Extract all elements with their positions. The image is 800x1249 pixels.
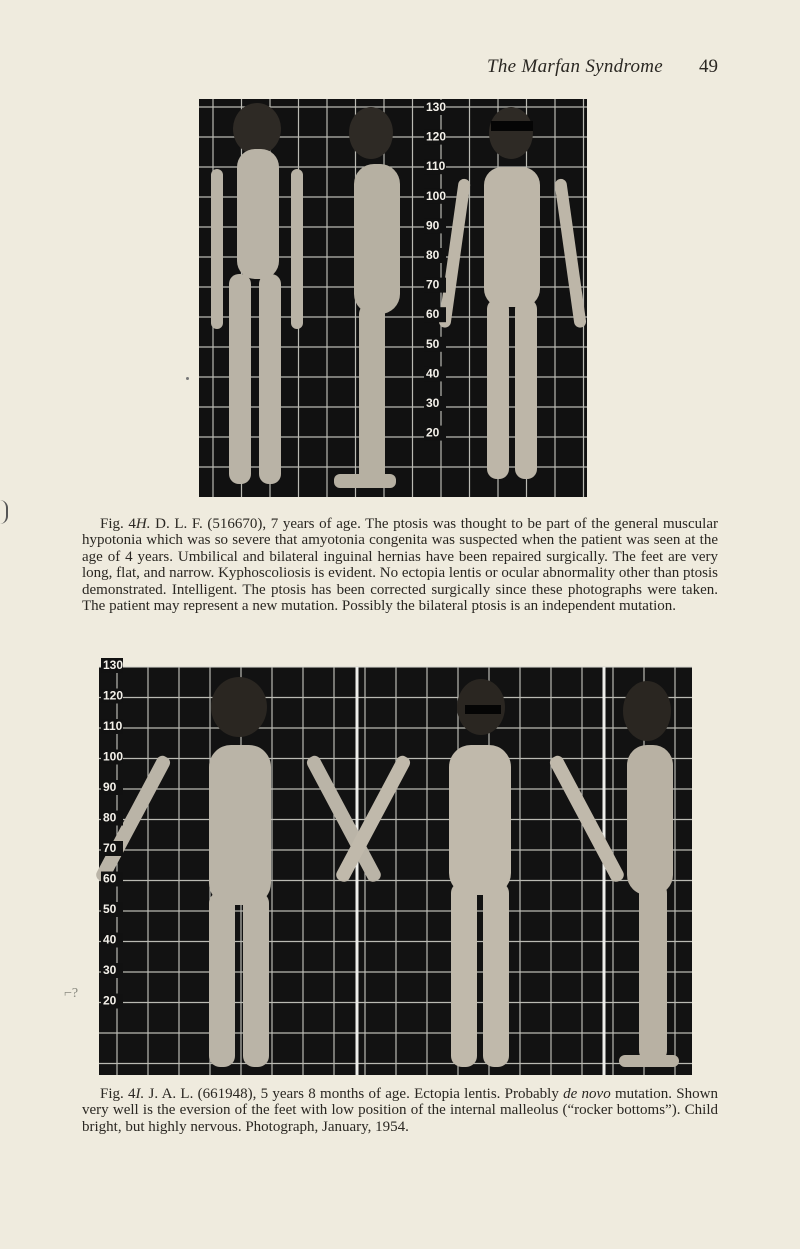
scale-tick-label: 40: [426, 366, 440, 381]
scale-tick-label: 120: [426, 129, 447, 144]
figure-4i-caption-italic: de novo: [563, 1086, 611, 1102]
figure-4h-caption-text: D. L. F. (516670), 7 years of age. The ptosis was thought to be part of the general muscular hypotonia which was so severe that amyotonia congenita was suspected when the patient was seen at the age of 4 years. Umbilical and bilateral inguinal hernias have been repaired surgically. The feet are very long, flat, and narrow. Kyphoscoliosis is evident. No ectopia lentis or ocular abnormality other than ptosis demonstrated. Intelligent. The ptosis has been corrected surgically since these photographs were taken. The patient may represent a new mutation. Possibly the bilateral ptosis is an independent mutation.: [82, 516, 718, 615]
scale-tick-label: 60: [426, 307, 440, 322]
scale-tick-label: 20: [426, 425, 440, 440]
figure-4i-caption-text-2: mutation. Shown very well is the eversion of the feet with low position of the internal malleolus (“rocker bottoms”). Child bright, but highly nervous. Photograph, January, 1954.: [82, 1086, 718, 1135]
figure-4i-image: [99, 658, 692, 1075]
scale-tick-label: 60: [103, 871, 117, 886]
scale-tick-label: 40: [103, 932, 117, 947]
page-number: 49: [699, 56, 718, 77]
scale-tick-label: 100: [426, 188, 447, 203]
scale-tick-label: 120: [103, 688, 124, 703]
scale-tick-label: 30: [426, 396, 440, 410]
figure-4i-caption-text-1: J. A. L. (661948), 5 years 8 months of age. Ectopia lentis. Probably: [144, 1086, 564, 1102]
scale-tick-label: 30: [103, 963, 117, 977]
scale-tick-label: 100: [103, 749, 124, 764]
running-title: The Marfan Syndrome: [487, 56, 663, 77]
figure-4i-photograph: [99, 658, 692, 1075]
scale-tick-label: 130: [426, 100, 447, 114]
scale-tick-label: 80: [103, 810, 117, 825]
figure-4h-photograph: [199, 99, 587, 497]
running-head: [0, 56, 800, 80]
scale-tick-label: 130: [103, 658, 124, 672]
figure-4h-label-suffix: H.: [135, 516, 151, 532]
figure-4h-label: Fig. 4: [100, 516, 136, 532]
scale-tick-label: 50: [426, 336, 440, 351]
scale-tick-label: 90: [426, 218, 440, 233]
scale-tick-label: 70: [426, 277, 440, 292]
figure-4i-label: Fig. 4: [100, 1086, 136, 1102]
scale-tick-label: 80: [426, 248, 440, 262]
scale-tick-label: 20: [103, 993, 117, 1008]
scale-tick-label: 110: [426, 159, 446, 174]
figure-4i-caption: [82, 1086, 718, 1135]
margin-mark: ⌐?: [64, 986, 79, 1001]
figure-4h-caption: [82, 516, 718, 614]
margin-bracket: [0, 500, 8, 524]
scale-tick-label: 110: [103, 719, 123, 733]
stray-dot: [186, 377, 189, 380]
scale-tick-label: 90: [103, 780, 117, 794]
scale-tick-label: 70: [103, 841, 117, 855]
scale-tick-label: 50: [103, 902, 117, 916]
figure-4i-label-suffix: I.: [135, 1086, 145, 1102]
figure-4h-image: [199, 99, 587, 497]
